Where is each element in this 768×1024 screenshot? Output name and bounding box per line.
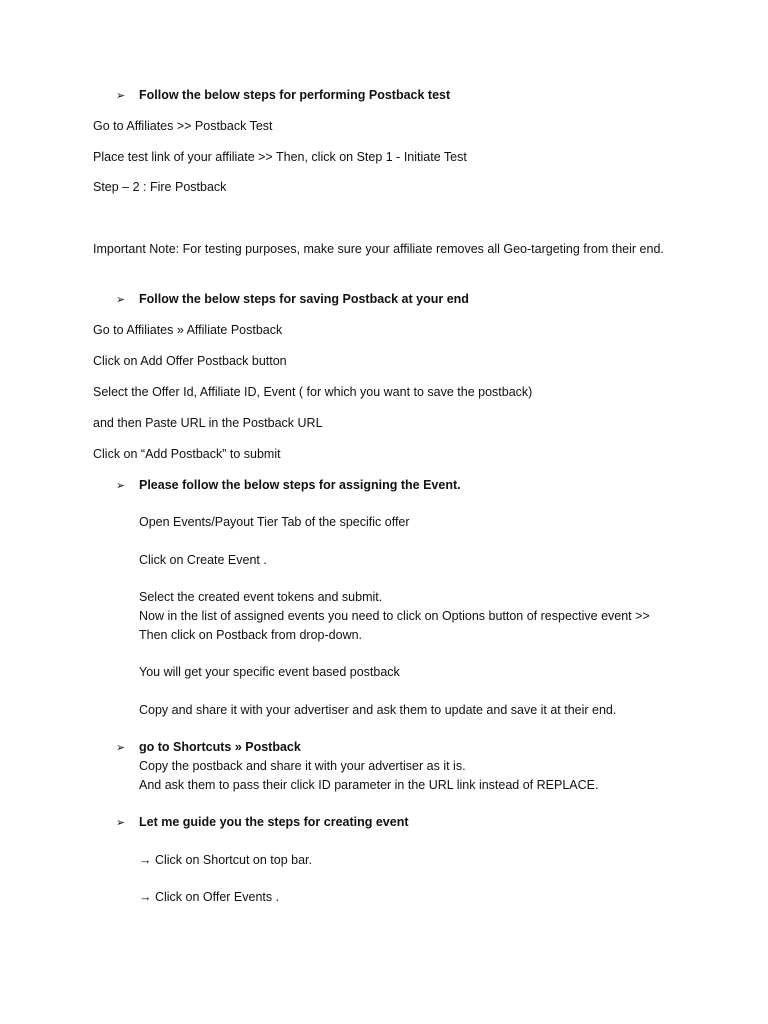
paragraph: Click on Create Event . — [139, 553, 267, 567]
paragraph: Step – 2 : Fire Postback — [93, 180, 227, 194]
paragraph: Click on Add Offer Postback button — [93, 354, 287, 368]
section-heading-creating-event — [116, 813, 409, 833]
paragraph: Select the Offer Id, Affiliate ID, Event ( for which you want to save the postback) — [93, 385, 533, 399]
paragraph: Place test link of your affiliate >> Then, click on Step 1 - Initiate Test — [93, 150, 467, 164]
heading-text: Follow the below steps for saving Postback at your end — [139, 292, 469, 306]
important-note: Important Note: For testing purposes, make sure your affiliate removes all Geo-targeting from their end. — [93, 242, 664, 256]
paragraph: Go to Affiliates >> Postback Test — [93, 119, 273, 133]
paragraph: → Click on Offer Events . — [139, 890, 280, 904]
heading-text: go to Shortcuts » Postback — [139, 740, 301, 754]
section-heading-postback-test — [116, 86, 450, 106]
section-heading-assigning-event — [116, 476, 461, 496]
section-heading-saving-postback — [116, 290, 469, 310]
paragraph: Select the created event tokens and submit. — [139, 590, 383, 604]
arrow-bullet-icon: ➢ — [116, 480, 126, 492]
section-heading-shortcuts-postback — [116, 738, 301, 758]
arrow-bullet-icon: ➢ — [116, 742, 126, 754]
heading-text: Please follow the below steps for assigning the Event. — [139, 478, 461, 492]
paragraph: Copy the postback and share it with your advertiser as it is. — [139, 759, 466, 773]
arrow-bullet-icon: ➢ — [116, 90, 126, 102]
paragraph: Copy and share it with your advertiser and ask them to update and save it at their end. — [139, 703, 617, 717]
paragraph: → Click on Shortcut on top bar. — [139, 853, 313, 867]
arrow-bullet-icon: ➢ — [116, 817, 126, 829]
heading-text: Follow the below steps for performing Postback test — [139, 88, 451, 102]
paragraph: Then click on Postback from drop-down. — [139, 628, 363, 642]
paragraph: Open Events/Payout Tier Tab of the specific offer — [139, 515, 410, 529]
paragraph: Now in the list of assigned events you need to click on Options button of respective event >> — [139, 609, 650, 623]
paragraph: And ask them to pass their click ID parameter in the URL link instead of REPLACE. — [139, 778, 599, 792]
paragraph: You will get your specific event based postback — [139, 665, 400, 679]
paragraph: and then Paste URL in the Postback URL — [93, 416, 323, 430]
paragraph: Go to Affiliates » Affiliate Postback — [93, 323, 283, 337]
heading-text: Let me guide you the steps for creating event — [139, 815, 409, 829]
arrow-bullet-icon: ➢ — [116, 294, 126, 306]
paragraph: Click on “Add Postback” to submit — [93, 447, 281, 461]
